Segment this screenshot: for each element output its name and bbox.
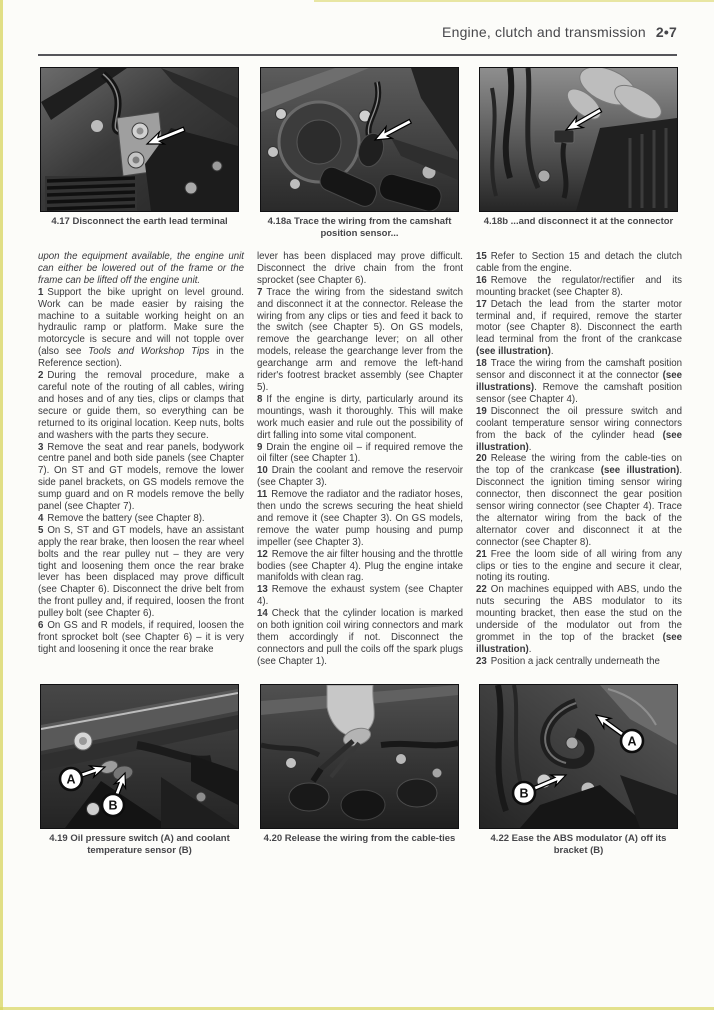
- step-number: 23: [476, 655, 487, 667]
- label-a: A: [627, 734, 637, 749]
- paragraph: 19 Disconnect the oil pressure switch and coolant temperature sensor wiring connectors from the back of the cylinder head (see illustration).: [476, 405, 682, 453]
- paragraph: 2 During the removal procedure, make a careful note of the routing of all cables, wiring and hoses and of any ties, clips or clamps that secure or guide them, so everything can be returned to its original location. Keep nuts, bolts and washers with the parts they secure.: [38, 370, 244, 441]
- paragraph: 1 Support the bike upright on level ground. Work can be made easier by raising the machine to a suitable working height on an hydraulic ramp or platform. Make sure the motorcycle is secure and will not topple over (also see Tools and Workshop Tips in the Reference section).: [38, 286, 245, 370]
- paragraph: 6 On GS and R models, if required, loosen the front sprocket bolt (see Chapter 6) – it is very tight and loosening it once the rear brake: [38, 620, 244, 655]
- paragraph: 23 Position a jack centrally underneath the: [476, 655, 660, 667]
- step-number: 14: [257, 608, 268, 620]
- step-number: 3: [38, 441, 44, 453]
- engine-photo-oil-pressure-switch: [41, 685, 238, 828]
- engine-photo-connector: [480, 68, 677, 211]
- label-b: B: [519, 786, 529, 801]
- scan-edge-top: [314, 0, 714, 2]
- text-column-1: [38, 251, 244, 656]
- step-number: 17: [476, 298, 487, 310]
- step-number: 8: [257, 393, 263, 405]
- step-number: 11: [257, 489, 268, 501]
- paragraph: 10 Drain the coolant and remove the reservoir (see Chapter 3).: [257, 465, 463, 489]
- figure-4-18b: [479, 67, 678, 228]
- figure-4-17: [40, 67, 239, 228]
- step-number: 15: [476, 251, 487, 262]
- paragraph: 12 Remove the air filter housing and the throttle bodies (see Chapter 4). Plug the engine intake manifolds with clean rag.: [257, 548, 463, 584]
- step-number: 22: [476, 584, 487, 596]
- figure-caption: 4.19 Oil pressure switch (A) and coolant temperature sensor (B): [49, 833, 230, 856]
- paragraph: lever has been displaced may prove difficult. Disconnect the drive chain from the front sprocket (see Chapter 6).: [257, 251, 463, 286]
- step-number: 18: [476, 358, 487, 370]
- paragraph: 7 Trace the wiring from the sidestand switch and disconnect it at the connector. Release the wiring from any clips or ties and feed it back to the switch (see Chapter 5). On GS models, remove the gearchange lever; on all other models, release the gearchange lever from the gearchange arm and remove the left-hand rider's footrest bracket assembly (see Chapter 5).: [257, 286, 463, 393]
- paragraph: 20 Release the wiring from the cable-ties on the top of the crankcase (see illustration). Disconnect the ignition timing sensor wiring connector, then disconnect the gear position sensor wiring connector (see Chapter 4). Trace the alternator wiring from the back of the alternator cover and disconnect it at the connector (see Chapter 8).: [476, 453, 683, 548]
- step-number: 5: [38, 524, 44, 536]
- figure-caption: 4.17 Disconnect the earth lead terminal: [51, 216, 228, 227]
- figure-4-17-photo: [40, 67, 239, 212]
- paragraph: 14 Check that the cylinder location is marked on both ignition coil wiring connectors and mark them accordingly if not. Disconnect the connectors and pull the coils off the spark plugs (see Chapter 1).: [257, 608, 463, 667]
- scan-edge-left: [0, 0, 3, 1010]
- step-number: 1: [38, 286, 44, 298]
- paragraph: 8 If the engine is dirty, particularly around its mountings, wash it thoroughly. This will make work much easier and rule out the possibility of dirt falling into some vital component.: [257, 393, 463, 441]
- paragraph: 21 Free the loom side of all wiring from any clips or ties to the engine and secure it clear, noting its routing.: [476, 548, 682, 584]
- figure-4-19: [40, 684, 239, 856]
- paragraph: upon the equipment available, the engine unit can either be lowered out of the frame or the frame can be lifted off the engine unit.: [38, 251, 244, 286]
- engine-photo-abs-modulator: [480, 685, 677, 828]
- step-number: 6: [38, 620, 44, 632]
- header-divider: [38, 54, 677, 56]
- paragraph: 15 Refer to Section 15 and detach the clutch cable from the engine.: [476, 251, 682, 274]
- figure-4-22-photo: [479, 684, 678, 829]
- paragraph: 17 Detach the lead from the starter motor terminal and, if required, remove the starter motor (see Chapter 8). Disconnect the earth lead terminal from the front of the crankcase (see illustration).: [476, 298, 682, 358]
- paragraph: 11 Remove the radiator and the radiator hoses, then undo the screws securing the heat shield and remove it (see Chapter 3). On GS models, remove the water pump housing and pump impeller (see Chapter 3).: [257, 489, 463, 548]
- step-number: 13: [257, 584, 268, 596]
- step-number: 7: [257, 286, 263, 298]
- figure-caption: 4.22 Ease the ABS modulator (A) off its bracket (B): [490, 833, 667, 856]
- figure-4-18a-photo: [260, 67, 459, 212]
- figure-4-18a: [260, 67, 459, 239]
- step-number: 12: [257, 548, 268, 560]
- figure-4-20-photo: [260, 684, 459, 829]
- paragraph: 4 Remove the battery (see Chapter 8).: [38, 512, 205, 524]
- figure-4-18b-photo: [479, 67, 678, 212]
- paragraph: 9 Drain the engine oil – if required remove the oil filter (see Chapter 1).: [257, 441, 463, 465]
- text-column-3: [476, 251, 682, 668]
- page-number: 2•7: [655, 24, 677, 40]
- step-number: 16: [476, 274, 487, 286]
- figure-4-20: [260, 684, 459, 845]
- figure-4-22: [479, 684, 678, 856]
- figure-caption: 4.20 Release the wiring from the cable-ties: [263, 833, 456, 844]
- paragraph: 13 Remove the exhaust system (see Chapter 4).: [257, 584, 463, 608]
- step-number: 4: [38, 512, 44, 524]
- chapter-title: Engine, clutch and transmission: [442, 24, 646, 40]
- step-number: 19: [476, 405, 487, 417]
- paragraph: 3 Remove the seat and rear panels, bodywork centre panel and both side panels (see Chapter 7). On ST and GT models, remove the lower side panel brackets, on GS models remove the sump guard and on R models remove the belly panel (see Chapter 7).: [38, 441, 244, 513]
- engine-photo-earth-lead: [41, 68, 238, 211]
- paragraph: 16 Remove the regulator/rectifier and its mounting bracket (see Chapter 8).: [476, 274, 682, 298]
- engine-photo-cable-ties: [261, 685, 458, 828]
- page-header: [442, 24, 677, 40]
- step-number: 2: [38, 370, 44, 382]
- engine-photo-camshaft-sensor: [261, 68, 458, 211]
- step-number: 10: [257, 465, 268, 477]
- paragraph: 22 On machines equipped with ABS, undo the nuts securing the ABS modulator to its mounting bracket, then ease the stud on the underside of the modulator out from the grommet in the top of the bracket (see illustration).: [476, 584, 682, 655]
- step-number: 9: [257, 441, 263, 453]
- figure-caption: 4.18b ...and disconnect it at the connector: [483, 216, 674, 227]
- text-column-2: [257, 251, 463, 668]
- step-number: 20: [476, 453, 487, 465]
- figure-4-19-photo: [40, 684, 239, 829]
- label-a: A: [66, 772, 76, 787]
- step-number: 21: [476, 548, 487, 560]
- paragraph: 5 On S, ST and GT models, have an assistant apply the rear brake, then loosen the rear wheel bolts and the rear pulley nut – they are very tight and loosening them once the rear brake lever has been displaced may prove difficult (see Chapter 6). Disconnect the drive belt from the front pulley and, if required, loosen the front pulley bolt (see Chapter 6).: [38, 524, 244, 620]
- label-b: B: [108, 798, 118, 813]
- paragraph: 18 Trace the wiring from the camshaft position sensor and disconnect it at the connector (see illustrations). Remove the camshaft position sensor (see Chapter 4).: [476, 358, 682, 405]
- figure-caption: 4.18a Trace the wiring from the camshaft position sensor...: [267, 216, 452, 239]
